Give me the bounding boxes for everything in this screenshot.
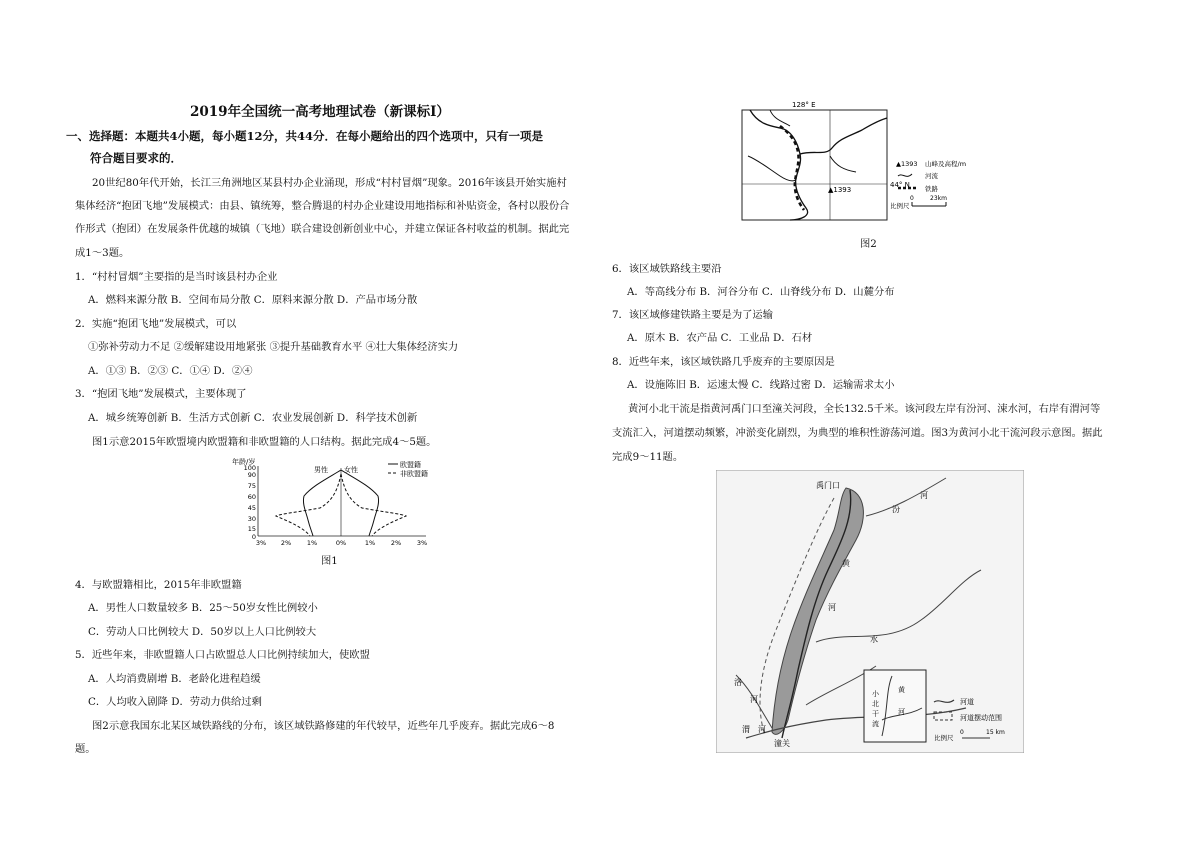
fig2-scale-label: 比例尺 (890, 202, 910, 210)
fig1-ytick: 45 (247, 504, 256, 512)
fig2-peak: ▲1393 (828, 186, 852, 194)
fig2-legend-river: 河流 (925, 172, 938, 180)
fig1-xtick: 3% (255, 539, 267, 547)
q3-options: A．城乡统筹创新 B．生活方式创新 C．农业发展创新 D．科学技术创新 (88, 412, 418, 424)
fig2-river (748, 156, 796, 181)
q4-option-line1: A．男性人口数量较多 B．25～50岁女性比例较小 (88, 602, 318, 614)
q7-options: A．原木 B．农产品 C．工业品 D．石材 (627, 332, 813, 344)
fig3-scale-value: 15 km (986, 729, 1005, 736)
fig1-xtick: 1% (364, 539, 376, 547)
fig3-label-fen: 汾 (892, 505, 900, 514)
passage3-line2: 支流汇入，河道摆动频繁，冲淤变化剧烈，为典型的堆积性游荡河道。图3为黄河小北干流河段示意图。据此 (612, 427, 1103, 439)
q2-stem: 2．实施“抱团飞地”发展模式，可以 (75, 318, 237, 330)
fig2-railway (780, 126, 804, 210)
fig3-scale-label: 比例尺 (934, 734, 954, 742)
q5-stem: 5．近些年来，非欧盟籍人口占欧盟总人口比例持续加大，使欧盟 (75, 649, 370, 661)
fig3-inset-label: 河 (898, 708, 905, 716)
q2-options: A．①③ B．②③ C．①④ D．②④ (88, 365, 253, 377)
fig1-xtick: 2% (390, 539, 402, 547)
passage1-line1: 20世纪80年代开始，长江三角洲地区某县村办企业涌现，形成“村村冒烟”现象。2016年该县开始实施村 (92, 177, 567, 189)
q5-option-line2: C．人均收入剧降 D．劳动力供给过剩 (88, 696, 262, 708)
passage3-line3: 完成9～11题。 (612, 451, 684, 463)
fig3-label-shui: 水 (870, 635, 878, 644)
q3-stem: 3．“抱团飞地”发展模式，主要体现了 (75, 388, 247, 400)
fig3-inset-label: 干 (872, 710, 879, 718)
fig1-ytick: 90 (247, 471, 256, 479)
fig1-ytick: 75 (247, 482, 256, 490)
fig1-legend-eu: 欧盟籍 (400, 461, 421, 469)
fig3-label-yumenkou: 禹门口 (816, 481, 840, 490)
fig2-river (800, 118, 887, 154)
fig3-label-river: 河 (920, 491, 928, 500)
fig2-river (770, 110, 790, 126)
fig3-label-river: 河 (758, 725, 766, 734)
fig1-intro: 图1示意2015年欧盟境内欧盟籍和非欧盟籍的人口结构。据此完成4～5题。 (92, 436, 437, 448)
fig2-legend-rail: 铁路 (925, 185, 938, 193)
section-heading (66, 125, 596, 169)
fig3-inset-label: 流 (872, 720, 879, 728)
fig1-ylabel: 年龄/岁 (232, 458, 256, 466)
fig1-ytick: 0 (251, 533, 256, 541)
q8-stem: 8．近些年来，该区域铁路几乎废弃的主要原因是 (612, 356, 835, 368)
fig1-population-pyramid (228, 452, 438, 552)
paper-title: 2019年全国统一高考地理试卷（新课标Ⅰ） (190, 104, 450, 120)
fig2-longitude: 128° E (792, 101, 816, 109)
fig1-ytick: 30 (247, 515, 256, 523)
fig1-ytick: 60 (247, 493, 256, 501)
q5-option-line1: A．人均消费剧增 B．老龄化进程趋缓 (88, 673, 261, 685)
fig1-ytick: 15 (247, 525, 256, 533)
fig2-river (830, 156, 856, 172)
fig2-railway-map (740, 96, 990, 226)
q4-option-line2: C．劳动人口比例较大 D．50岁以上人口比例较大 (88, 626, 317, 638)
fig1-eu-curve (303, 470, 341, 536)
fig3-label-river: 河 (828, 603, 836, 612)
q7-stem: 7．该区域修建铁路主要是为了运输 (612, 309, 774, 321)
fig2-scale-zero: 0 (910, 195, 914, 202)
fig2-legend-peak: 山峰及高程/m (925, 160, 967, 168)
fig3-river-map (716, 470, 1024, 753)
fig3-scale-zero: 0 (960, 729, 964, 736)
passage1-line4: 成1～3题。 (75, 247, 130, 259)
fig1-xtick: 2% (280, 539, 292, 547)
q8-options: A．设施陈旧 B．运速太慢 C．线路过密 D．运输需求太小 (627, 379, 895, 391)
fig3-inset-label: 北 (872, 700, 879, 708)
section-heading-line1: 一、选择题：本题共4小题，每小题12分，共44分．在每小题给出的四个选项中，只有一项是 (66, 129, 544, 143)
fig1-xtick: 0% (335, 539, 347, 547)
fig1-ytick: 100 (243, 464, 256, 472)
fig2-legend-peak-symbol: ▲1393 (896, 160, 918, 168)
fig3-label-wei: 渭 (742, 725, 750, 734)
fig1-xtick: 1% (306, 539, 318, 547)
fig1-xtick: 3% (416, 539, 428, 547)
fig2-intro-line1: 图2示意我国东北某区域铁路线的分布，该区域铁路修建的年代较早，近些年几乎废弃。据此完成6～8 (92, 720, 555, 732)
fig2-scale-value: 23km (930, 195, 947, 202)
q6-options: A．等高线分布 B．河谷分布 C．山脊线分布 D．山麓分布 (627, 286, 895, 298)
fig3-label-huang: 黄 (842, 559, 850, 568)
fig3-label-river: 河 (750, 695, 758, 704)
section-heading-line2: 符合题目要求的． (90, 151, 182, 165)
fig1-male-label: 男性 (314, 466, 328, 474)
passage3-line1: 黄河小北干流是指黄河禹门口至潼关河段，全长132.5千米。该河段左岸有汾河、涑水河，右岸有渭河等 (628, 403, 1101, 415)
fig2-caption: 图2 (860, 238, 877, 250)
fig1-noneu-curve (276, 474, 341, 536)
fig1-female-label: 女性 (344, 466, 358, 474)
fig3-legend-channel: 河道 (960, 698, 974, 706)
fig1-legend-noneu: 非欧盟籍 (400, 470, 428, 478)
q6-stem: 6．该区域铁路线主要沿 (612, 263, 722, 275)
fig1-eu-curve (341, 470, 379, 536)
fig1-caption: 图1 (321, 555, 338, 567)
passage1-line3: 作形式（抱团）在发展条件优越的城镇（飞地）联合建设创新创业中心，并建立保证各村收益的机制。据此完 (75, 223, 570, 235)
fig3-inset-label: 小 (872, 690, 879, 698)
fig2-intro-line2: 题。 (75, 743, 96, 755)
passage1-line2: 集体经济“抱团飞地”发展模式：由县、镇统筹，整合腾退的村办企业建设用地指标和补贴资金，各村以股份合 (75, 200, 570, 212)
fig3-legend-swing: 河道摆动范围 (960, 714, 1002, 722)
fig3-inset-label: 黄 (898, 686, 905, 694)
fig2-latitude: 44° N (890, 181, 910, 189)
fig3-label-luo: 洛 (734, 678, 742, 687)
q1-options: A．燃料来源分散 B．空间布局分散 C．原料来源分散 D．产品市场分散 (88, 294, 418, 306)
fig1-noneu-curve (341, 474, 406, 536)
fig3-label-tongguan: 潼关 (774, 739, 790, 748)
q4-stem: 4．与欧盟籍相比，2015年非欧盟籍 (75, 579, 242, 591)
q2-items: ①弥补劳动力不足 ②缓解建设用地紧张 ③提升基础教育水平 ④壮大集体经济实力 (88, 341, 459, 353)
q1-stem: 1．“村村冒烟”主要指的是当时该县村办企业 (75, 271, 278, 283)
